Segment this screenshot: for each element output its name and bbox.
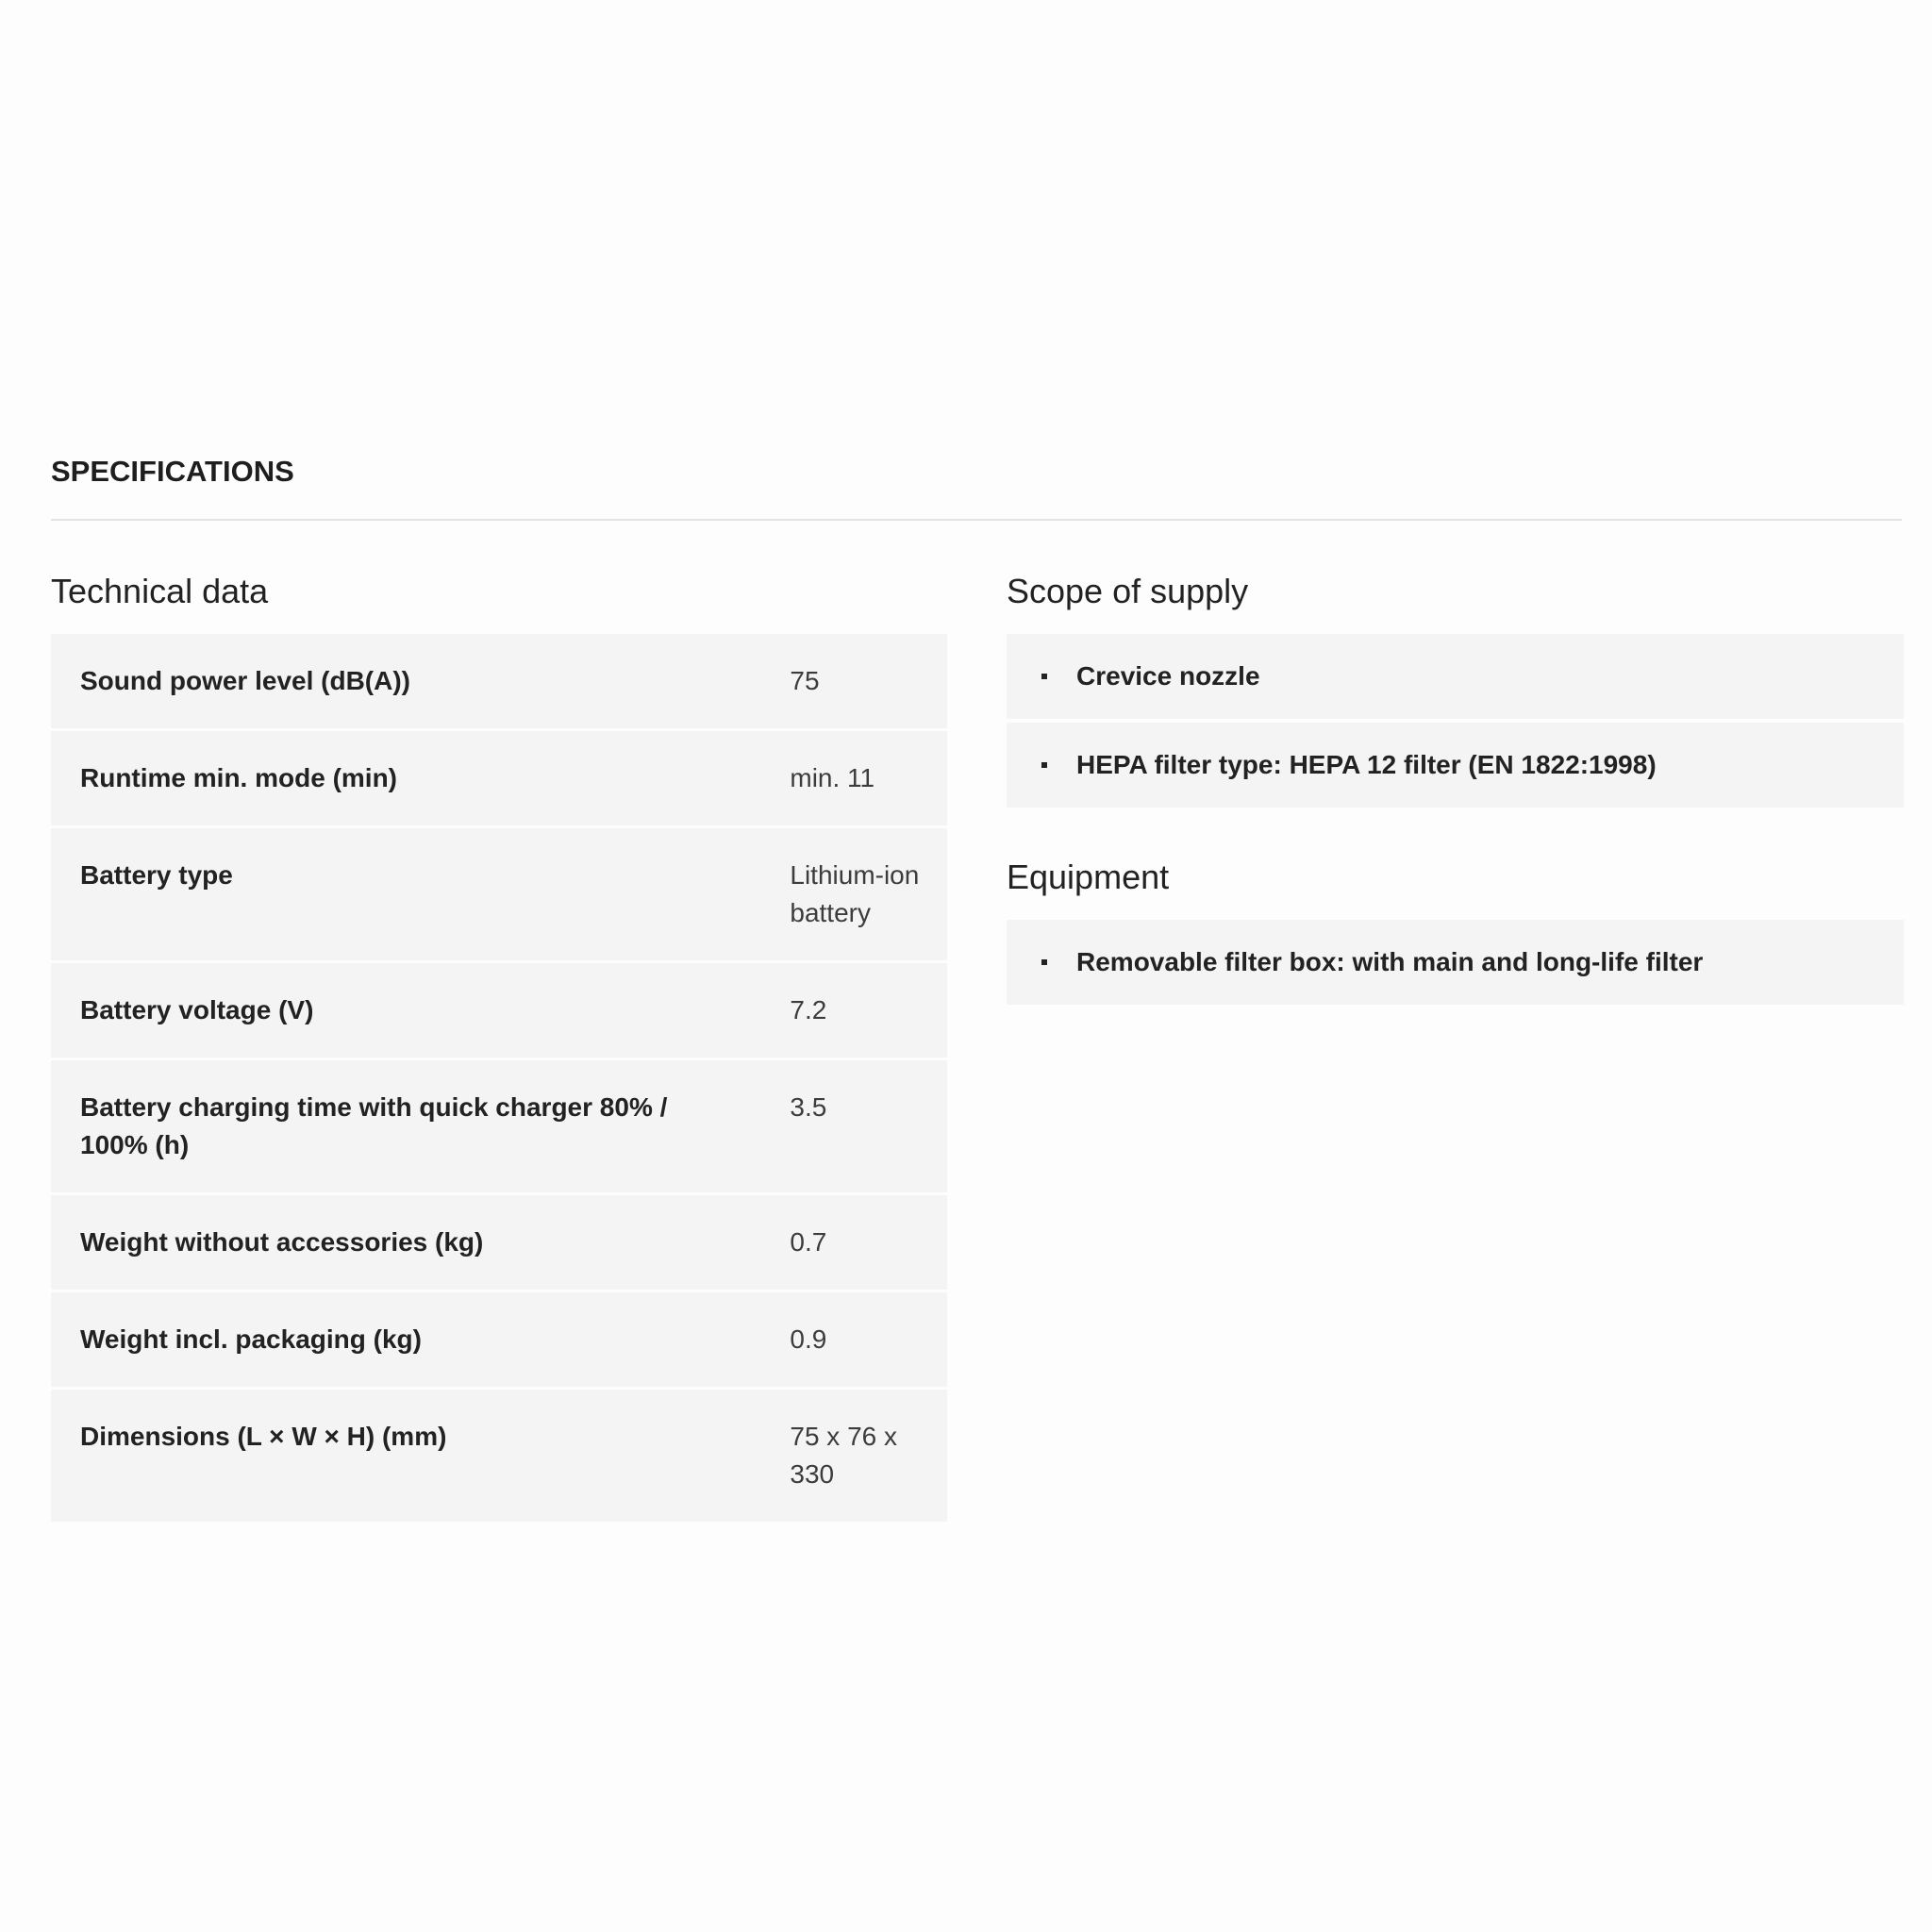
table-row bbox=[51, 963, 947, 1060]
list-item bbox=[1007, 634, 1904, 719]
list-item bbox=[1007, 920, 1904, 1005]
spec-label: Runtime min. mode (min) bbox=[51, 731, 767, 828]
spec-value: 75 bbox=[767, 634, 947, 731]
list-item-text: Removable filter box: with main and long-life filter bbox=[1076, 947, 1704, 976]
equipment-list bbox=[1007, 920, 1904, 1005]
table-row bbox=[51, 828, 947, 963]
spec-label: Battery charging time with quick charger 80% / 100% (h) bbox=[51, 1060, 767, 1195]
spec-label: Weight incl. packaging (kg) bbox=[51, 1292, 767, 1390]
bullet-icon bbox=[1041, 959, 1047, 965]
spec-value: 7.2 bbox=[767, 963, 947, 1060]
table-row bbox=[51, 1060, 947, 1195]
list-item-text: HEPA filter type: HEPA 12 filter (EN 1822:1998) bbox=[1076, 750, 1657, 779]
section-title: SPECIFICATIONS bbox=[51, 455, 294, 488]
supply-equipment-column bbox=[1007, 566, 1904, 1008]
spec-value: 3.5 bbox=[767, 1060, 947, 1195]
spec-value: 0.9 bbox=[767, 1292, 947, 1390]
bullet-icon bbox=[1041, 762, 1047, 768]
table-row bbox=[51, 634, 947, 731]
scope-of-supply-list bbox=[1007, 634, 1904, 808]
technical-data-heading: Technical data bbox=[51, 572, 269, 610]
spec-label: Dimensions (L × W × H) (mm) bbox=[51, 1390, 767, 1524]
list-item-text: Crevice nozzle bbox=[1076, 661, 1260, 691]
table-row bbox=[51, 1390, 947, 1524]
section-divider bbox=[51, 519, 1902, 521]
spec-label: Battery voltage (V) bbox=[51, 963, 767, 1060]
table-row bbox=[51, 1195, 947, 1292]
technical-data-table bbox=[51, 634, 947, 1524]
table-row bbox=[51, 731, 947, 828]
table-row bbox=[51, 1292, 947, 1390]
spec-label: Battery type bbox=[51, 828, 767, 963]
bullet-icon bbox=[1041, 674, 1047, 679]
spec-value: Lithium-ion battery bbox=[767, 828, 947, 963]
spec-value: 75 x 76 x 330 bbox=[767, 1390, 947, 1524]
scope-of-supply-heading: Scope of supply bbox=[1007, 572, 1249, 610]
spec-value: 0.7 bbox=[767, 1195, 947, 1292]
spec-value: min. 11 bbox=[767, 731, 947, 828]
technical-data-column bbox=[51, 566, 947, 1524]
list-item bbox=[1007, 723, 1904, 808]
spec-label: Sound power level (dB(A)) bbox=[51, 634, 767, 731]
equipment-heading: Equipment bbox=[1007, 858, 1170, 896]
spec-label: Weight without accessories (kg) bbox=[51, 1195, 767, 1292]
